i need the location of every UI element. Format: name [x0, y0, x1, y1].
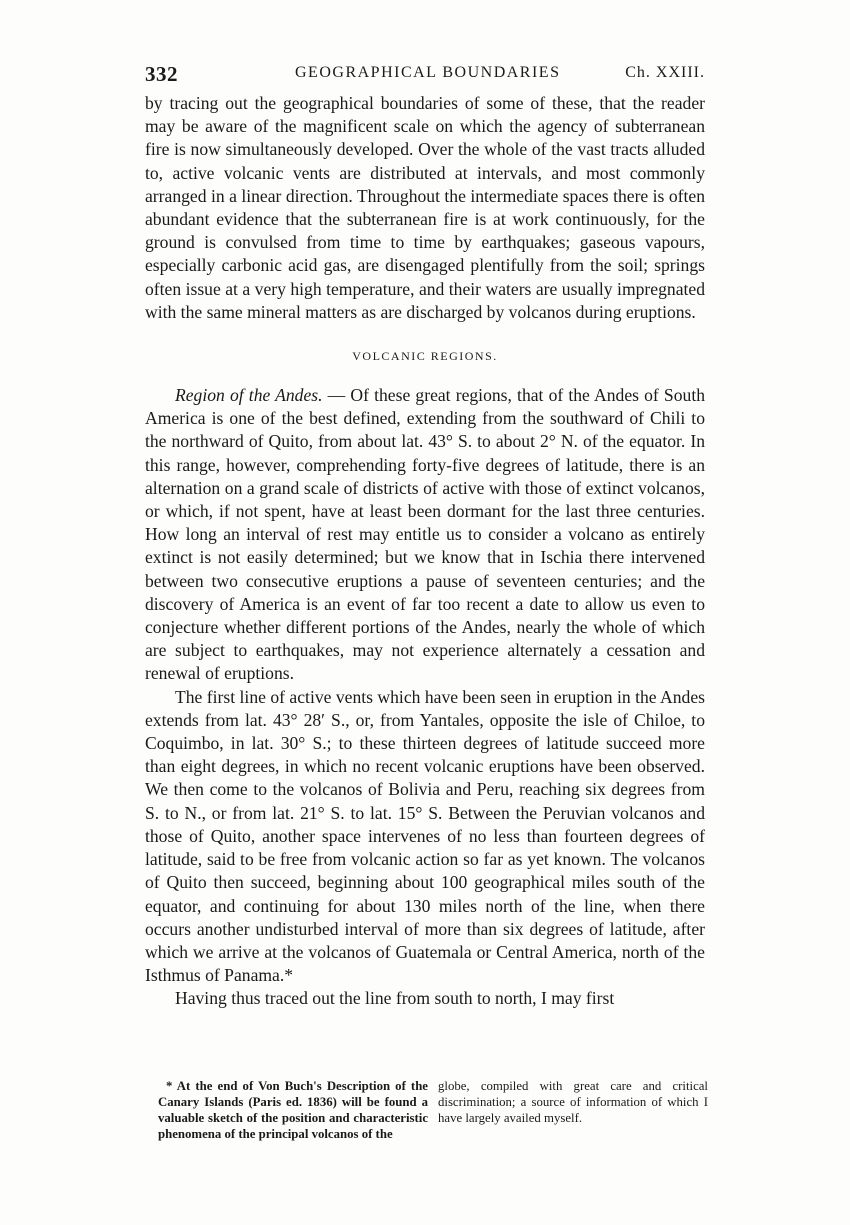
section-heading: VOLCANIC REGIONS. — [352, 349, 498, 364]
paragraph-andes — [145, 384, 705, 686]
paragraph-intro: by tracing out the geographical boundaries of some of these, that the reader may be aware of the magnificent scale on which the agency of subterranean fire is now simultaneously developed. Over the whole of the vast tracts alluded to, active volcanic vents are distributed at intervals, and most commonly arranged in a linear direction. Throughout the intermediate spaces there is often abundant evidence that the subterranean fire is at work continuously, for the ground is convulsed from time to time by earthquakes; gaseous vapours, especially carbonic acid gas, are disengaged plentifully from the soil; springs often issue at a very high temperature, and their waters are usually impregnated with the same mineral matters as are discharged by volcanos during eruptions. — [145, 93, 705, 322]
footnote-text-left: * At the end of Von Buch's Description of the Canary Islands (Paris ed. 1836) will be found a valuable sketch of the position and characteristic phenomena of the principal volcanos of the — [158, 1079, 428, 1141]
andes-body: — Of these great regions, that of the Andes of South America is one of the best defined, extending from the southward of Chili to the northward of Quito, from about lat. 43° S. to about 2° N. of the equator. In this range, however, comprehending forty-five degrees of latitude, there is an alternation on a grand scale of districts of active with those of extinct volcanos, or which, if not spent, have at least been dormant for the last three centuries. How long an interval of rest may entitle us to consider a volcano as entirely extinct is not easily determined; but we know that in Ischia there intervened between two consecutive eruptions a pause of seventeen centuries; and the discovery of America is an event of far too recent a date to allow us even to conjecture whether different portions of the Andes, nearly the whole of which are subject to earthquakes, may not experience alternately a cessation and renewal of eruptions. — [145, 385, 705, 684]
running-header — [145, 62, 705, 86]
paragraph-first-line: The first line of active vents which have been seen in eruption in the Andes extends from lat. 43° 28′ S., or, from Yantales, opposite the isle of Chiloe, to Coquimbo, in lat. 30° S.; to these thirteen degrees of latitude succeed more than eight degrees, in which no recent volcanic eruptions have been observed. We then come to the volcanos of Bolivia and Peru, reaching six degrees from S. to N., or from lat. 21° S. to lat. 15° S. Between the Peruvian volcanos and those of Quito, another space intervenes of no less than fourteen degrees of latitude, said to be free from volcanic action so far as yet known. The volcanos of Quito then succeed, beginning about 100 geographical miles south of the equator, and continuing for about 130 miles north of the line, when there occurs another undisturbed interval of more than six degrees of latitude, after which we arrive at the volcanos of Guatemala or Central America, north of the Isthmus of Panama.* — [145, 686, 705, 986]
footnote-text-right: globe, compiled with great care and critical discrimination; a source of information of which I have largely availed myself. — [438, 1079, 708, 1125]
andes-lead: Region of the Andes. — [175, 385, 323, 406]
chapter-label: Ch. XXIII. — [625, 64, 705, 81]
paragraph-having-traced: Having thus traced out the line from south to north, I may first — [175, 988, 615, 1009]
page-number: 332 — [145, 62, 178, 86]
footnote-column-left — [158, 1078, 428, 1142]
running-title: GEOGRAPHICAL BOUNDARIES — [295, 64, 561, 81]
body-text — [145, 92, 705, 1011]
footnote — [158, 1078, 708, 1142]
footnote-column-right — [438, 1078, 708, 1142]
